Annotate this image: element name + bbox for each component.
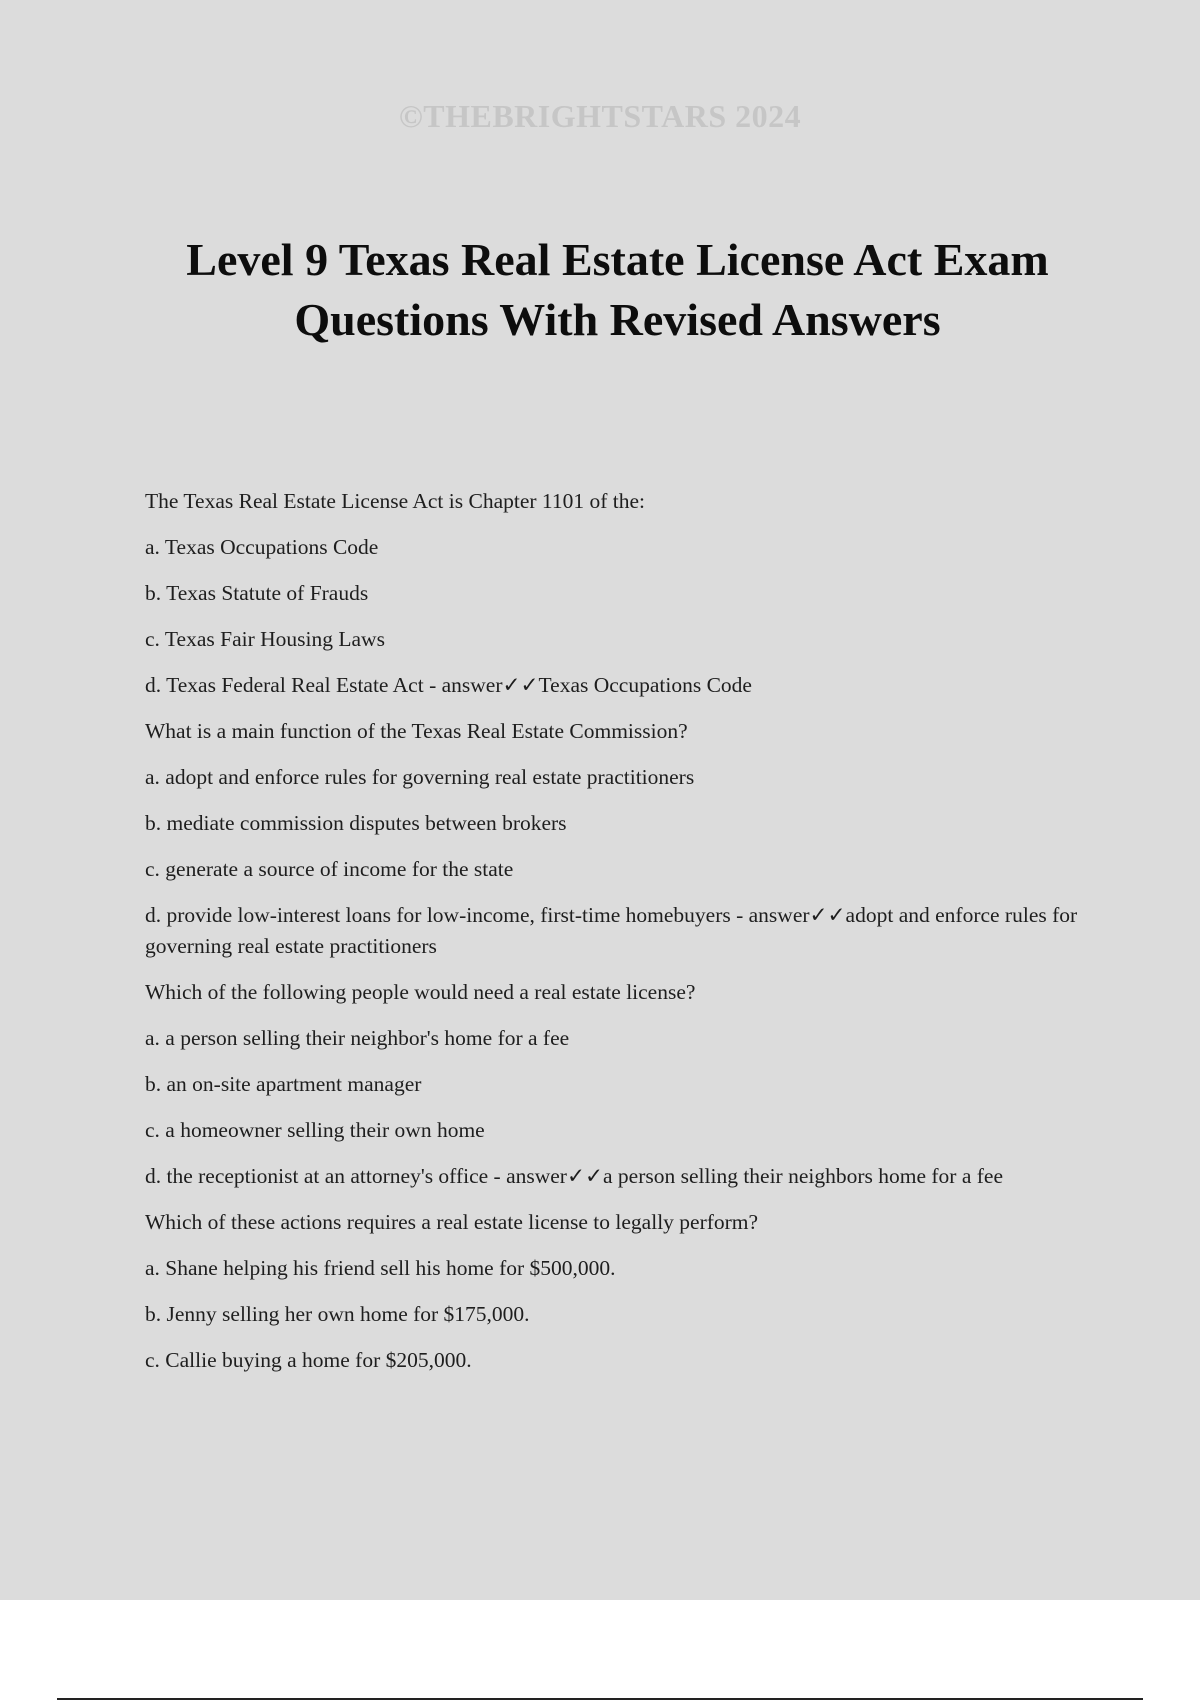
question-1-option-a: a. Texas Occupations Code bbox=[145, 535, 379, 559]
question-3-option-c: c. a homeowner selling their own home bbox=[145, 1118, 485, 1142]
question-1-option-b: b. Texas Statute of Frauds bbox=[145, 581, 369, 605]
question-1-option-c: c. Texas Fair Housing Laws bbox=[145, 627, 385, 651]
question-3-option-a: a. a person selling their neighbor's home for a fee bbox=[145, 1026, 570, 1050]
question-1-option-d-answer: d. Texas Federal Real Estate Act - answer✓✓Texas Occupations Code bbox=[145, 673, 752, 697]
question-2-text: What is a main function of the Texas Real Estate Commission? bbox=[145, 719, 688, 743]
question-4-option-b: b. Jenny selling her own home for $175,000. bbox=[145, 1302, 530, 1326]
question-2-option-d-answer: d. provide low-interest loans for low-income, first-time homebuyers - answer✓✓adopt and enforce rules for governing real estate practitioners bbox=[145, 903, 1078, 958]
question-1-text: The Texas Real Estate License Act is Chapter 1101 of the: bbox=[145, 489, 646, 513]
watermark: ©THEBRIGHTSTARS 2024 bbox=[398, 98, 802, 134]
question-4-text: Which of these actions requires a real estate license to legally perform? bbox=[145, 1210, 759, 1234]
question-3-option-d-answer: d. the receptionist at an attorney's office - answer✓✓a person selling their neighbors home for a fee bbox=[145, 1164, 1004, 1188]
question-3-text: Which of the following people would need a real estate license? bbox=[145, 980, 696, 1004]
question-2-option-a: a. adopt and enforce rules for governing real estate practitioners bbox=[145, 765, 695, 789]
question-3-option-b: b. an on-site apartment manager bbox=[145, 1072, 422, 1096]
question-4-option-a: a. Shane helping his friend sell his home for $500,000. bbox=[145, 1256, 616, 1280]
question-2-option-c: c. generate a source of income for the state bbox=[145, 857, 514, 881]
document-title: Level 9 Texas Real Estate License Act Exam Questions With Revised Answers bbox=[186, 234, 1049, 345]
question-4-option-c: c. Callie buying a home for $205,000. bbox=[145, 1348, 472, 1372]
question-2-option-b: b. mediate commission disputes between brokers bbox=[145, 811, 567, 835]
question-list bbox=[145, 486, 1085, 1391]
